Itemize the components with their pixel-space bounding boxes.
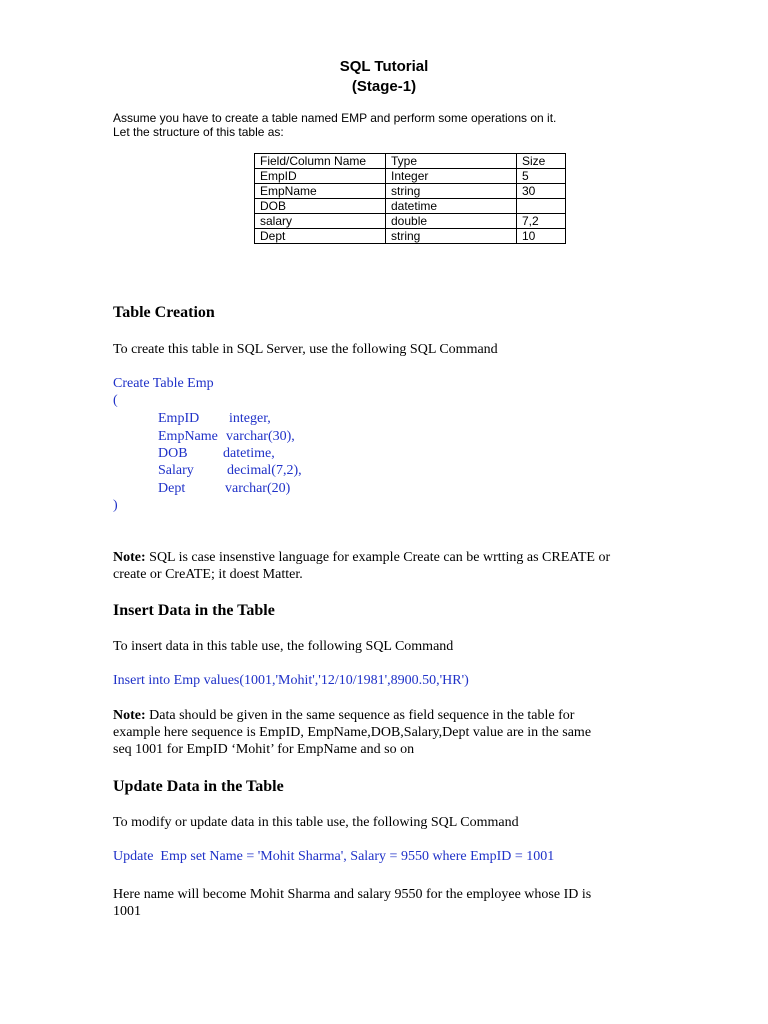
table-cell: Dept bbox=[255, 229, 386, 244]
code-update: Update Emp set Name = 'Mohit Sharma', Salary = 9550 where EmpID = 1001 bbox=[113, 849, 555, 864]
code-field-name: EmpID bbox=[158, 411, 200, 426]
page-subtitle: (Stage-1) bbox=[351, 78, 417, 95]
table-cell: string bbox=[386, 229, 517, 244]
note-text: SQL is case insenstive language for example Create can be wrtting as CREATE or bbox=[145, 550, 611, 565]
note-text-line-2: create or CreATE; it doest Matter. bbox=[113, 567, 303, 582]
table-cell: Integer bbox=[386, 169, 517, 184]
table-row bbox=[255, 229, 566, 244]
page-title: SQL Tutorial bbox=[339, 58, 429, 75]
insert-text: To insert data in this table use, the following SQL Command bbox=[113, 639, 454, 654]
note-label: Note: bbox=[113, 550, 146, 565]
table-row bbox=[255, 169, 566, 184]
code-field-type: integer, bbox=[229, 411, 271, 426]
section-heading-table-creation: Table Creation bbox=[113, 304, 215, 321]
code-close-paren: ) bbox=[113, 498, 118, 513]
note-insert-line-2: example here sequence is EmpID, EmpName,DOB,Salary,Dept value are in the same bbox=[113, 725, 592, 740]
table-cell: DOB bbox=[255, 199, 386, 214]
code-field-name: EmpName bbox=[158, 429, 218, 444]
code-field-type: datetime, bbox=[223, 446, 275, 461]
intro-line-2: Let the structure of this table as: bbox=[113, 125, 284, 139]
table-cell bbox=[517, 199, 566, 214]
table-cell: 10 bbox=[517, 229, 566, 244]
code-field-name: Salary bbox=[158, 463, 194, 478]
code-field-name: DOB bbox=[158, 446, 188, 461]
update-result-line-2: 1001 bbox=[113, 904, 141, 919]
table-row bbox=[255, 199, 566, 214]
table-cell: 5 bbox=[517, 169, 566, 184]
table-header-cell: Size bbox=[517, 154, 566, 169]
table-cell: 7,2 bbox=[517, 214, 566, 229]
note-case-insensitive bbox=[113, 549, 610, 566]
note-label: Note: bbox=[113, 708, 146, 723]
update-text: To modify or update data in this table use, the following SQL Command bbox=[113, 815, 519, 830]
table-header-cell: Field/Column Name bbox=[255, 154, 386, 169]
table-cell: double bbox=[386, 214, 517, 229]
code-field-type: varchar(20) bbox=[225, 481, 291, 496]
code-field-type: decimal(7,2), bbox=[227, 463, 302, 478]
note-text: Data should be given in the same sequence as field sequence in the table for bbox=[145, 708, 575, 723]
table-cell: 30 bbox=[517, 184, 566, 199]
intro-line-1: Assume you have to create a table named EMP and perform some operations on it. bbox=[113, 111, 557, 125]
code-create-table: Create Table Emp bbox=[113, 376, 214, 391]
table-cell: datetime bbox=[386, 199, 517, 214]
note-insert bbox=[113, 707, 574, 724]
table-cell: string bbox=[386, 184, 517, 199]
code-open-paren: ( bbox=[113, 393, 118, 408]
table-cell: salary bbox=[255, 214, 386, 229]
section-heading-update: Update Data in the Table bbox=[113, 778, 284, 795]
table-cell: EmpID bbox=[255, 169, 386, 184]
table-header-cell: Type bbox=[386, 154, 517, 169]
table-cell: EmpName bbox=[255, 184, 386, 199]
code-field-name: Dept bbox=[158, 481, 186, 496]
update-result-line-1: Here name will become Mohit Sharma and salary 9550 for the employee whose ID is bbox=[113, 887, 592, 902]
structure-table bbox=[254, 153, 566, 244]
table-row bbox=[255, 214, 566, 229]
section-heading-insert: Insert Data in the Table bbox=[113, 602, 275, 619]
table-header-row bbox=[255, 154, 566, 169]
table-creation-text: To create this table in SQL Server, use the following SQL Command bbox=[113, 342, 498, 357]
table-row bbox=[255, 184, 566, 199]
code-field-type: varchar(30), bbox=[226, 429, 295, 444]
code-insert: Insert into Emp values(1001,'Mohit','12/10/1981',8900.50,'HR') bbox=[113, 673, 469, 688]
note-insert-line-3: seq 1001 for EmpID ‘Mohit’ for EmpName and so on bbox=[113, 742, 415, 757]
